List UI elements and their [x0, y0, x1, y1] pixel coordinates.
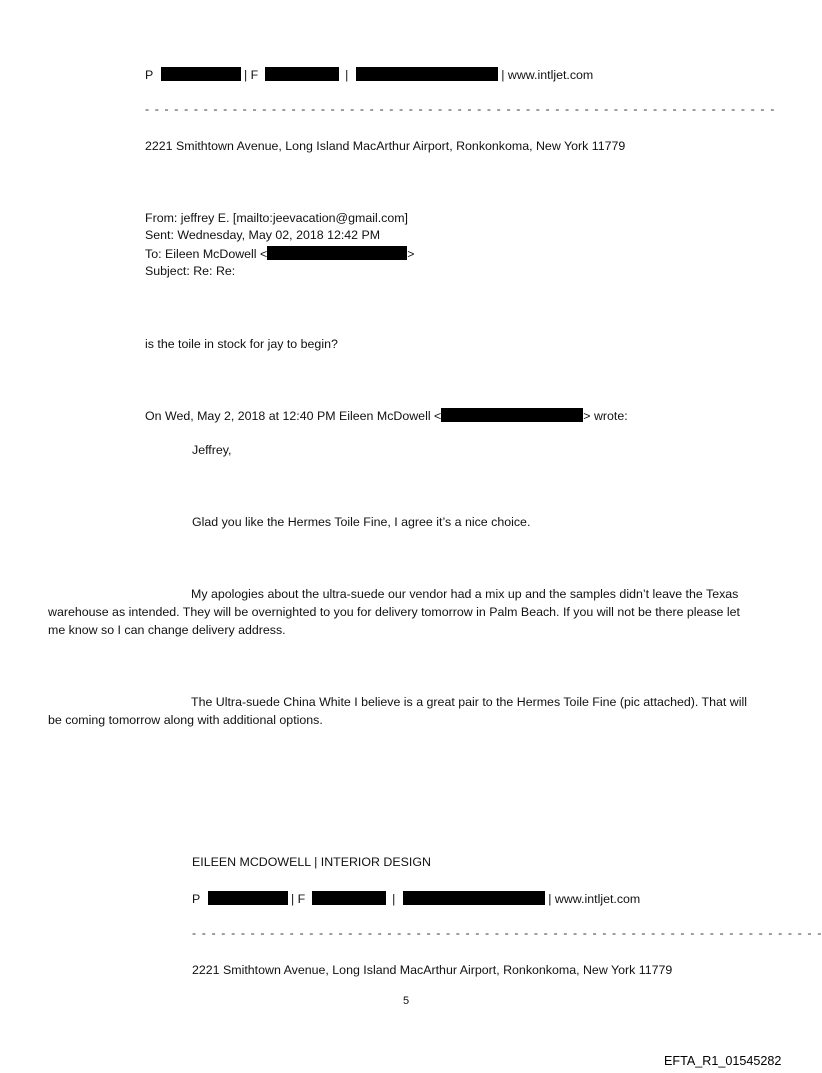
- redacted-fax: [312, 891, 386, 905]
- page-number: 5: [403, 995, 410, 1007]
- reply-body: is the toile in stock for jay to begin?: [145, 337, 338, 351]
- document-id: EFTA_R1_01545282: [664, 1054, 782, 1068]
- quoted-paragraph-3: [48, 693, 760, 729]
- redacted-phone: [161, 67, 241, 81]
- bottom-contact-line: [192, 891, 640, 907]
- quote-intro-suffix: > wrote:: [583, 409, 628, 423]
- redacted-sender-email: [441, 408, 583, 422]
- redacted-email: [403, 891, 545, 905]
- phone-label: P: [145, 68, 154, 82]
- separator: |: [345, 68, 349, 82]
- to-prefix: To: Eileen McDowell <: [145, 247, 268, 261]
- divider-dashes: - - - - - - - - - - - - - - - - - - - - - - - - - - - - - - - - - - - - - - - - - - - - - - - - - - - - - - - - - - - - - - - - -: [145, 102, 776, 116]
- quoted-greeting: Jeffrey,: [192, 443, 232, 457]
- header-subject: Subject: Re: Re:: [145, 264, 236, 278]
- bottom-address: 2221 Smithtown Avenue, Long Island MacArthur Airport, Ronkonkoma, New York 11779: [192, 963, 673, 977]
- redacted-fax: [265, 67, 339, 81]
- quoted-paragraph-3-text: The Ultra-suede China White I believe is a great pair to the Hermes Toile Fine (pic attached). That will be coming tomorrow along with additional options.: [48, 695, 747, 727]
- website-link[interactable]: | www.intljet.com: [501, 68, 594, 82]
- quoted-paragraph-1: Glad you like the Hermes Toile Fine, I agree it’s a nice choice.: [192, 515, 531, 529]
- top-contact-line: [145, 67, 593, 83]
- quoted-paragraph-2-text: My apologies about the ultra-suede our vendor had a mix up and the samples didn’t leave the Texas warehouse as intended. They will be overnighted to you for delivery tomorrow in Palm Beach. If you will not be there please let me know so I can change delivery address.: [48, 587, 740, 637]
- signature-name-line: EILEEN MCDOWELL | INTERIOR DESIGN: [192, 855, 431, 869]
- redacted-phone: [208, 891, 288, 905]
- fax-separator: | F: [290, 892, 306, 906]
- quote-intro: [145, 408, 628, 424]
- quote-intro-prefix: On Wed, May 2, 2018 at 12:40 PM Eileen McDowell <: [145, 409, 442, 423]
- header-to: [145, 246, 415, 262]
- quoted-paragraph-2: [48, 585, 760, 639]
- separator: |: [392, 892, 396, 906]
- redacted-to-email: [267, 246, 407, 260]
- redacted-email: [356, 67, 498, 81]
- phone-label: P: [192, 892, 201, 906]
- top-address: 2221 Smithtown Avenue, Long Island MacArthur Airport, Ronkonkoma, New York 11779: [145, 139, 626, 153]
- header-sent: Sent: Wednesday, May 02, 2018 12:42 PM: [145, 228, 381, 242]
- fax-separator: | F: [243, 68, 259, 82]
- divider-dashes: - - - - - - - - - - - - - - - - - - - - - - - - - - - - - - - - - - - - - - - - - - - - - - - - - - - - - - - - - - - - - - - - -: [192, 926, 822, 940]
- to-suffix: >: [407, 247, 415, 261]
- website-link[interactable]: | www.intljet.com: [548, 892, 641, 906]
- header-from: From: jeffrey E. [mailto:jeevacation@gmail.com]: [145, 211, 409, 225]
